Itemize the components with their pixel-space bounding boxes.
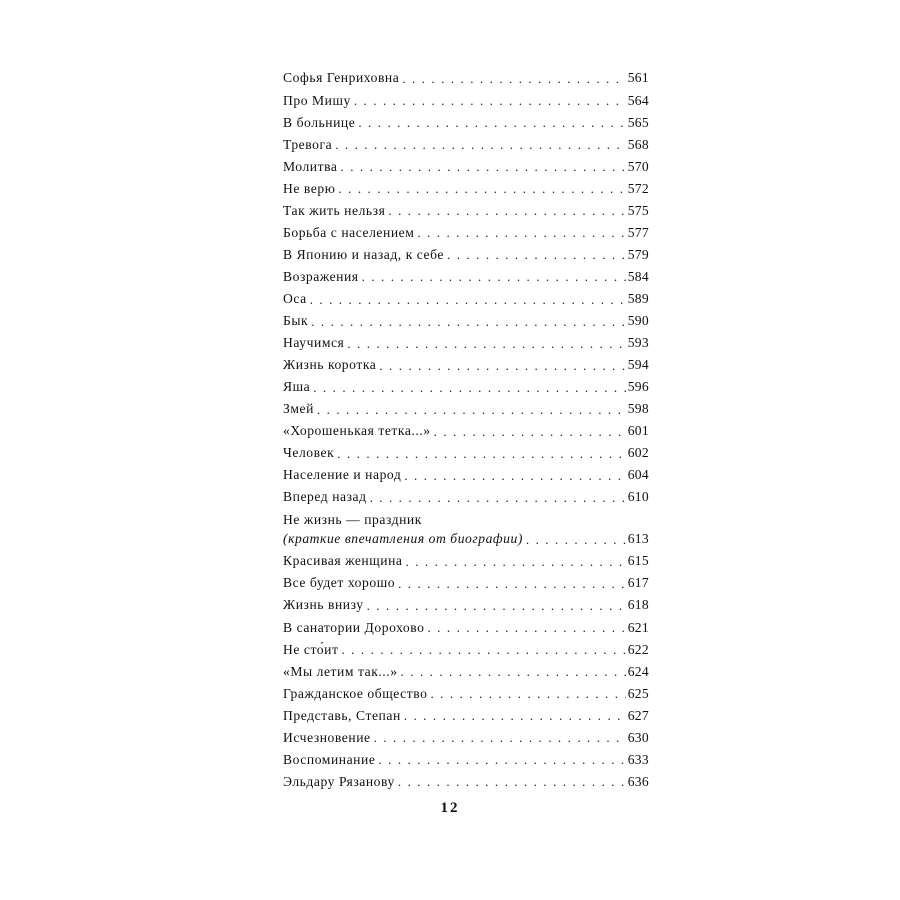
toc-entry[interactable]: [283, 242, 649, 264]
toc-entry-page: 624: [627, 663, 649, 679]
toc-entry[interactable]: [283, 571, 649, 593]
toc-entry[interactable]: [283, 176, 649, 198]
toc-entry[interactable]: [283, 375, 649, 397]
toc-entry[interactable]: [283, 747, 649, 769]
toc-entry-subtitle: (краткие впечатления от биографии): [283, 531, 523, 547]
dot-leader: [404, 709, 626, 722]
toc-entry-page: 564: [627, 92, 649, 108]
dot-leader: [430, 687, 625, 700]
toc-entry[interactable]: [283, 659, 649, 681]
dot-leader: [398, 577, 626, 590]
toc-entry-title: Красивая женщина: [283, 553, 403, 569]
toc-entry-title: Вперед назад: [283, 489, 367, 505]
toc-entry[interactable]: [283, 286, 649, 308]
toc-entry-title: В санатории Дорохово: [283, 619, 425, 635]
toc-entry-page: 579: [627, 246, 649, 262]
toc-entry-title: Молитва: [283, 158, 338, 174]
toc-entry-title: Про Мишу: [283, 92, 351, 108]
dot-leader: [427, 621, 625, 634]
toc-entry-page: 584: [627, 268, 649, 284]
toc-entry-title: Представь, Степан: [283, 707, 401, 723]
dot-leader: [354, 94, 626, 107]
toc-entry-page: 594: [627, 357, 649, 373]
toc-entry-page: 613: [627, 531, 649, 547]
toc-entry-title: «Мы летим так...»: [283, 663, 398, 679]
toc-entry-page: 633: [627, 751, 649, 767]
toc-entry[interactable]: [283, 769, 649, 791]
dot-leader: [401, 665, 626, 678]
dot-leader: [338, 182, 625, 195]
toc-entry-title: Возражения: [283, 268, 359, 284]
toc-entry[interactable]: [283, 637, 649, 659]
dot-leader: [402, 72, 625, 85]
toc-entry-page: 604: [627, 467, 649, 483]
toc-entry-page: 561: [627, 70, 649, 86]
toc-entry-title: Бык: [283, 312, 309, 328]
toc-entry-title: Тревога: [283, 136, 333, 152]
dot-leader: [417, 226, 625, 239]
toc-entry-page: 625: [627, 685, 649, 701]
toc-entry[interactable]: [283, 331, 649, 353]
toc-entry[interactable]: [283, 615, 649, 637]
toc-entry[interactable]: [283, 110, 649, 132]
toc-entry[interactable]: [283, 549, 649, 571]
dot-leader: [362, 270, 626, 283]
toc-entry[interactable]: [283, 353, 649, 375]
toc-entry-title: Не верю: [283, 180, 336, 196]
dot-leader: [341, 643, 625, 656]
page-number: 12: [440, 800, 460, 816]
toc-entry-title: Человек: [283, 445, 335, 461]
toc-entry-title: Жизнь коротка: [283, 357, 377, 373]
dot-leader: [317, 403, 626, 416]
toc-entry-page: 618: [627, 597, 649, 613]
toc-entry-title: В больнице: [283, 114, 356, 130]
dot-leader: [311, 315, 626, 328]
toc-entry-page: 596: [627, 379, 649, 395]
dot-leader: [434, 425, 626, 438]
toc-entry[interactable]: [283, 264, 649, 286]
dot-leader: [404, 469, 625, 482]
toc-entry-title: В Японию и назад, к себе: [283, 246, 445, 262]
toc-entry[interactable]: [283, 154, 649, 176]
toc-entry-title: Исчезновение: [283, 729, 371, 745]
toc-entry-page: 589: [627, 290, 649, 306]
toc-entry-title: Борьба с населением: [283, 224, 415, 240]
toc-entry-page: 617: [627, 575, 649, 591]
toc-entry-page: 577: [627, 224, 649, 240]
toc-entry-page: 615: [627, 553, 649, 569]
toc-entry[interactable]: [283, 593, 649, 615]
toc-entry-page: 568: [627, 136, 649, 152]
toc-entry-subtitle-line: [283, 532, 649, 546]
toc-entry-title: Так жить нельзя: [283, 202, 386, 218]
toc-entry-title: Жизнь внизу: [283, 597, 364, 613]
toc-entry-title: Не сто́ит: [283, 641, 339, 657]
toc-entry-page: 575: [627, 202, 649, 218]
toc-entry-page: 598: [627, 401, 649, 417]
toc-entry-title: Население и народ: [283, 467, 402, 483]
dot-leader: [398, 775, 626, 788]
toc-entry[interactable]: [283, 198, 649, 220]
toc-entry-page: 636: [627, 773, 649, 789]
toc-entry-title: Змей: [283, 401, 314, 417]
toc-entry-page: 610: [627, 489, 649, 505]
toc-entry-page: 570: [627, 158, 649, 174]
dot-leader: [447, 248, 626, 261]
toc-entry-page: 622: [627, 641, 649, 657]
dot-leader: [335, 138, 626, 151]
toc-entry-page: 627: [627, 707, 649, 723]
toc-entry[interactable]: [283, 88, 649, 110]
toc-entry-page: 593: [627, 335, 649, 351]
toc-entry-page: 590: [627, 312, 649, 328]
toc-entry[interactable]: [283, 397, 649, 419]
toc-entry-page: 572: [627, 180, 649, 196]
dot-leader: [526, 533, 626, 546]
toc-entry-page: 601: [627, 423, 649, 439]
toc-entry-page: 565: [627, 114, 649, 130]
dot-leader: [379, 359, 625, 372]
dot-leader: [406, 555, 626, 568]
toc-entry-title: Гражданское общество: [283, 685, 428, 701]
toc-entry[interactable]: [283, 220, 649, 242]
toc-entry-page: 621: [627, 619, 649, 635]
dot-leader: [370, 491, 626, 504]
toc-entry[interactable]: [283, 507, 649, 549]
dot-leader: [358, 116, 625, 129]
toc-entry[interactable]: [283, 441, 649, 463]
toc-entry-title: Эльдару Рязанову: [283, 773, 395, 789]
toc-entry[interactable]: [283, 309, 649, 331]
toc-entry-page: 602: [627, 445, 649, 461]
toc-entry-title: Оса: [283, 290, 307, 306]
toc-entry-title: Яша: [283, 379, 311, 395]
toc-entry[interactable]: [283, 419, 649, 441]
dot-leader: [347, 337, 625, 350]
toc-entry-title: Воспоминание: [283, 751, 376, 767]
toc-entry[interactable]: [283, 132, 649, 154]
dot-leader: [388, 204, 625, 217]
dot-leader: [310, 293, 626, 306]
dot-leader: [374, 731, 626, 744]
dot-leader: [341, 160, 626, 173]
toc-entry-title: Не жизнь — праздник: [283, 511, 422, 527]
dot-leader: [313, 381, 625, 394]
toc-entry[interactable]: [283, 463, 649, 485]
toc-entry-page: 630: [627, 729, 649, 745]
dot-leader: [337, 447, 625, 460]
table-of-contents: [283, 66, 649, 791]
toc-entry[interactable]: [283, 485, 649, 507]
toc-entry[interactable]: [283, 66, 649, 88]
dot-leader: [367, 599, 626, 612]
toc-entry[interactable]: [283, 725, 649, 747]
toc-entry-title: Научимся: [283, 335, 345, 351]
toc-entry-title: «Хорошенькая тетка...»: [283, 423, 431, 439]
toc-entry[interactable]: [283, 703, 649, 725]
toc-entry-title: Все будет хорошо: [283, 575, 396, 591]
dot-leader: [378, 753, 625, 766]
toc-entry[interactable]: [283, 681, 649, 703]
toc-entry-title: Софья Генриховна: [283, 70, 400, 86]
